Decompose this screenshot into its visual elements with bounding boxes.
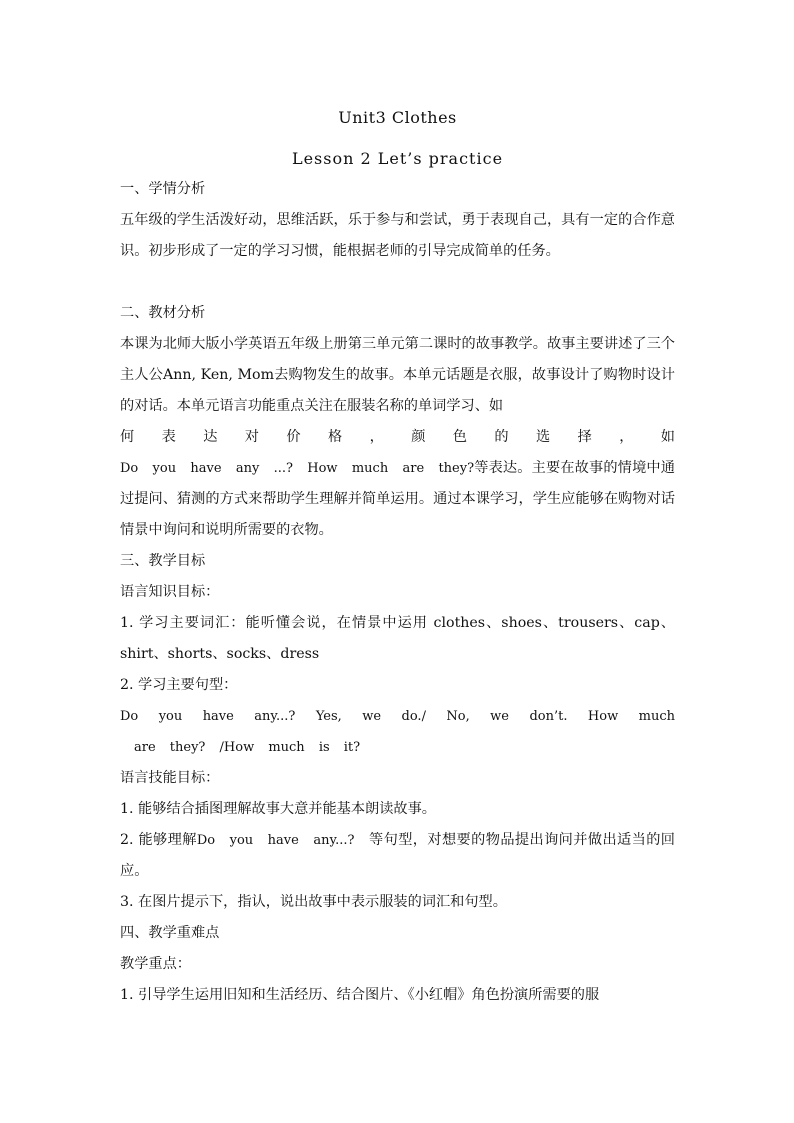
sub-heading-key-points: 教学重点： bbox=[120, 956, 191, 972]
section-heading-1: 一、学情分析 bbox=[120, 181, 206, 197]
chinese-text: 2. 能够理解 bbox=[120, 832, 197, 848]
document-page bbox=[120, 102, 675, 1011]
list-item-skill-1: 1. 能够结合插图理解故事大意并能基本朗读故事。 bbox=[120, 801, 436, 817]
document-subtitle: Lesson 2 Let’s practice bbox=[291, 149, 504, 168]
list-item-vocabulary: 1. 学习主要词汇：能听懂会说，在情景中运用 clothes、shoes、trousers、cap、shirt、shorts、socks、dress bbox=[120, 615, 675, 662]
list-item-skill-2 bbox=[120, 825, 675, 887]
section-heading-2: 二、教材分析 bbox=[120, 305, 206, 321]
section-heading-3: 三、教学目标 bbox=[120, 553, 206, 569]
section-2-paragraph-3 bbox=[120, 453, 675, 546]
list-item-key-point-1: 1. 引导学生运用旧知和生活经历、结合图片、《小红帽》角色扮演所需要的服 bbox=[120, 987, 600, 1003]
section-2-paragraph-2: 何 表 达 对 价 格 ， 颜 色 的 选 择 ， 如 bbox=[120, 429, 675, 445]
list-item-sentence-patterns: 2. 学习主要句型： bbox=[120, 677, 238, 693]
sub-heading-language-knowledge: 语言知识目标： bbox=[120, 584, 220, 600]
english-phrase: Do you have any...? bbox=[196, 833, 370, 848]
blank-line bbox=[120, 267, 675, 298]
section-2-paragraph-1: 本课为北师大版小学英语五年级上册第三单元第二课时的故事教学。故事主要讲述了三个主人公Ann, Ken, Mom去购物发生的故事。本单元话题是衣服，故事设计了购物时设计的对话。本单元语言功能重点关注在服装名称的单词学习、如 bbox=[120, 336, 675, 414]
sentence-patterns-line-1: Do you have any...? Yes, we do./ No, we don’t. How much bbox=[120, 709, 675, 724]
sentence-patterns-line-2: are they? /How much is it? bbox=[134, 740, 361, 755]
sub-heading-language-skills: 语言技能目标： bbox=[120, 770, 220, 786]
chinese-text: 等表达。主要在故事的情境中通过提问、猜测的方式来帮助学生理解并简单运用。通过本课学习，学生应能够在购物对话情景中询问和说明所需要的衣物。 bbox=[120, 460, 675, 538]
chinese-text: 等句型，对想要的物品提出询问并做出适当的回应。 bbox=[120, 832, 675, 879]
document-title: Unit3 Clothes bbox=[338, 108, 457, 127]
list-item-skill-3: 3. 在图片提示下，指认，说出故事中表示服装的词汇和句型。 bbox=[120, 894, 507, 910]
section-heading-4: 四、教学重难点 bbox=[120, 925, 220, 941]
english-phrase: Do you have any ...? How much are they? bbox=[120, 461, 475, 476]
section-1-paragraph: 五年级的学生活泼好动，思维活跃，乐于参与和尝试，勇于表现自己，具有一定的合作意识。初步形成了一定的学习习惯，能根据老师的引导完成简单的任务。 bbox=[120, 212, 675, 259]
